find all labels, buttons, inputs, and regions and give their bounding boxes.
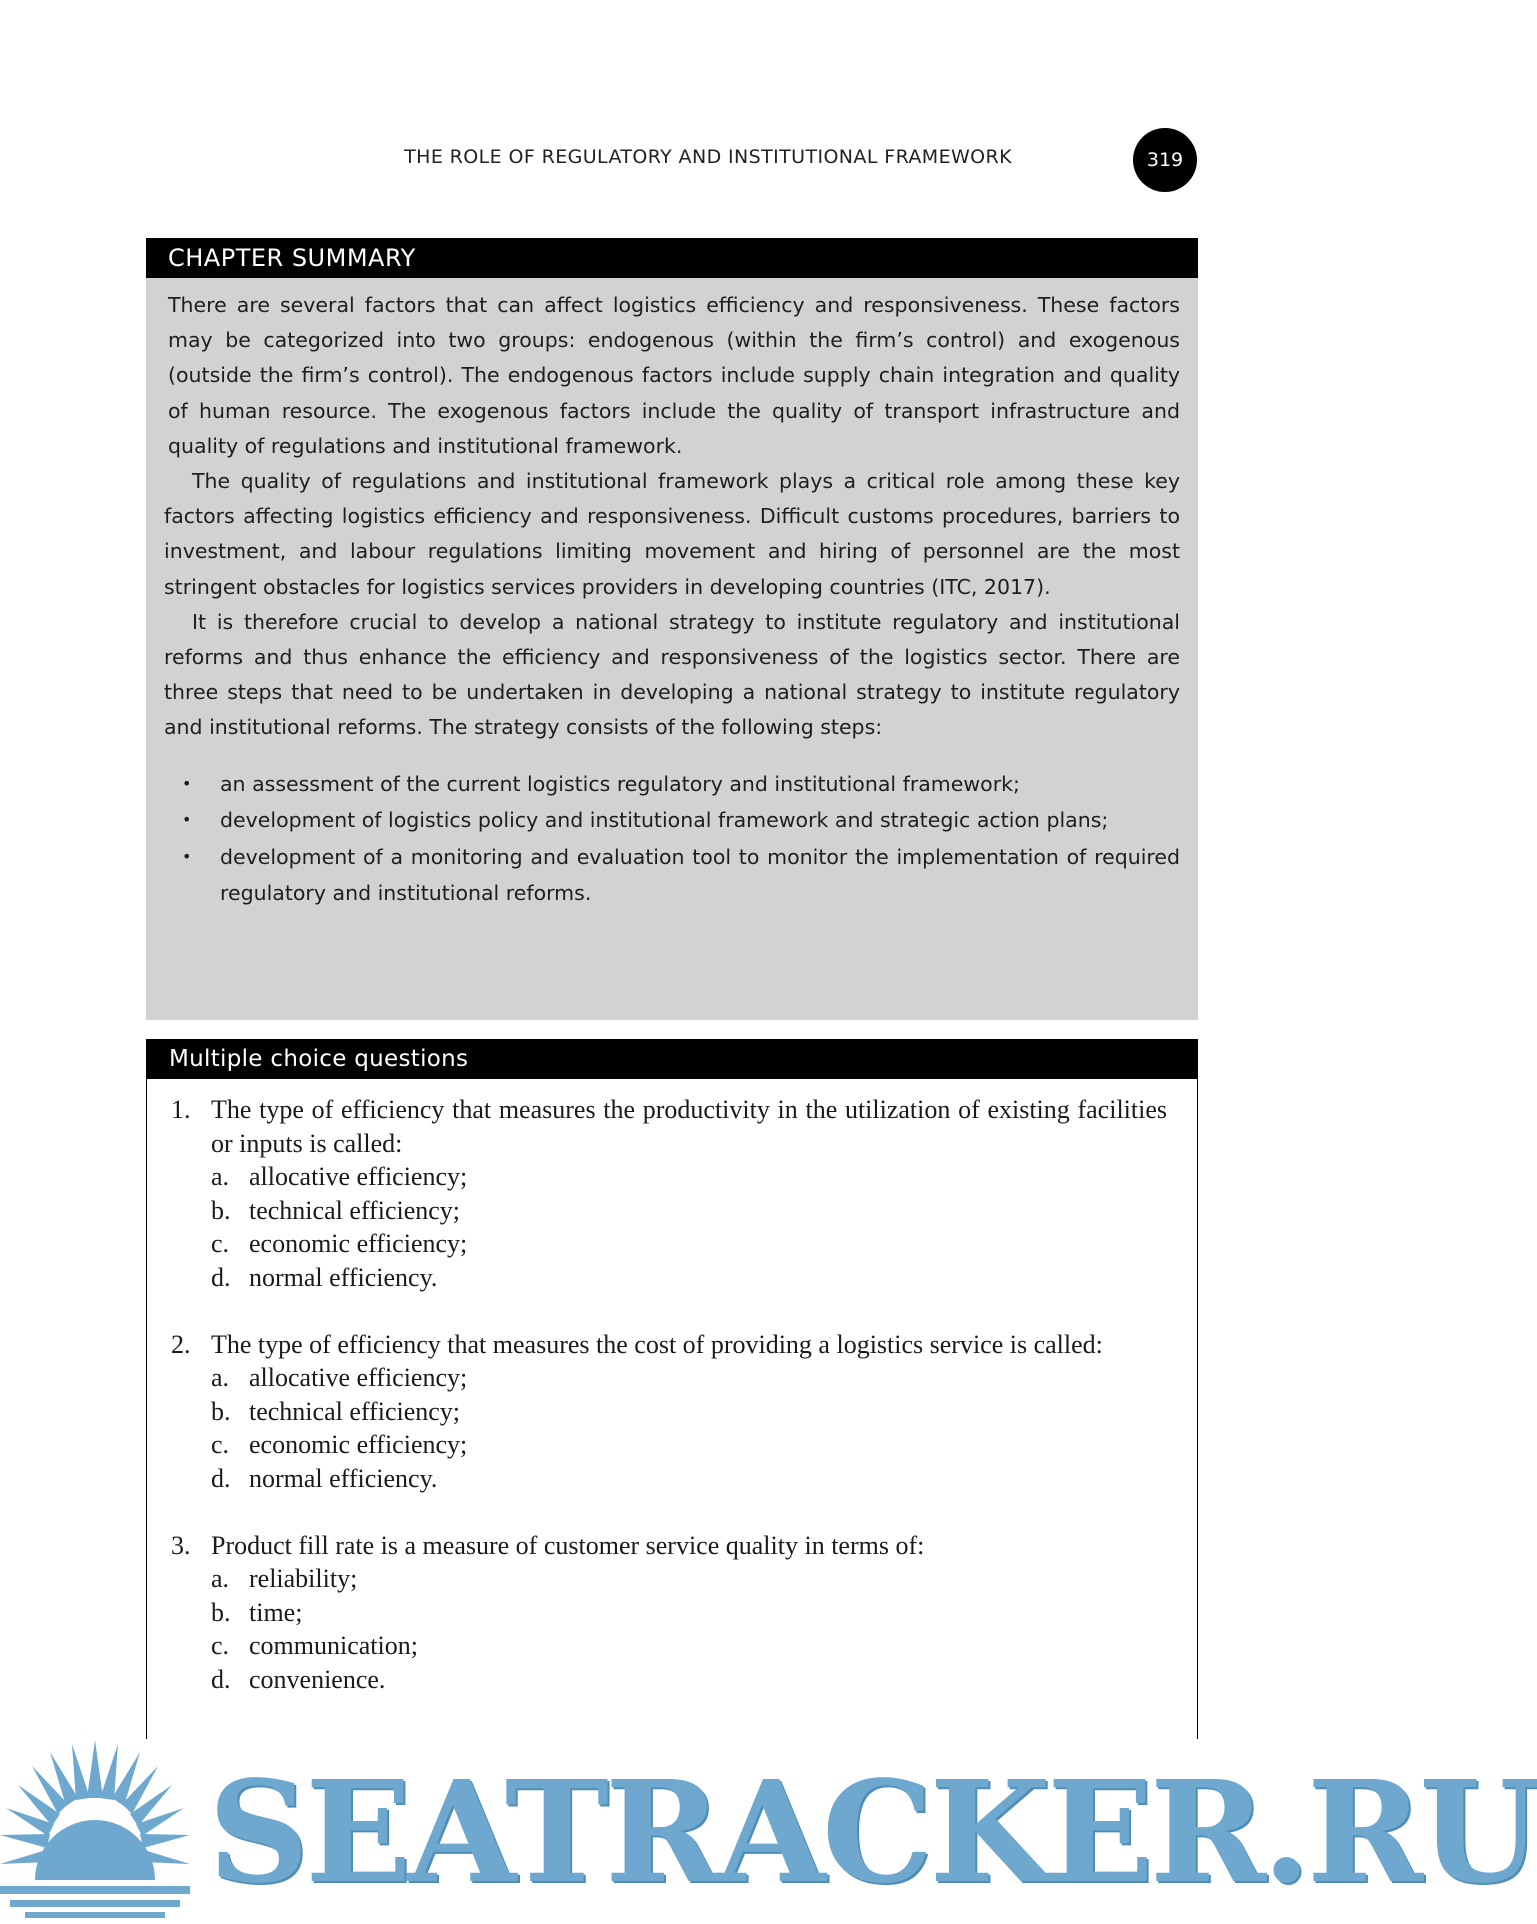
answer-options (211, 1160, 1167, 1294)
page-number-badge: 319 (1133, 128, 1197, 192)
chapter-summary-heading: CHAPTER SUMMARY (146, 238, 1198, 278)
running-title: THE ROLE OF REGULATORY AND INSTITUTIONAL FRAMEWORK (404, 146, 1012, 168)
answer-option (211, 1361, 1167, 1395)
answer-option (211, 1261, 1167, 1295)
option-text: technical efficiency; (249, 1396, 461, 1426)
option-letter: b. (211, 1195, 231, 1225)
answer-option (211, 1395, 1167, 1429)
option-text: normal efficiency. (249, 1262, 438, 1292)
option-text: allocative efficiency; (249, 1162, 468, 1192)
summary-paragraph: There are several factors that can affect logistics efficiency and responsiveness. These factors may be categorized into two groups: endogenous (within the firm’s control) and exogenous (outside the firm’s control). The endogenous factors include supply chain integration and quality of human resource. The exogenous factors include the quality of transport infrastructure and quality of regulations and institutional framework. (168, 293, 1180, 458)
answer-option (211, 1562, 1167, 1596)
option-letter: d. (211, 1262, 231, 1292)
option-letter: d. (211, 1463, 231, 1493)
option-letter: c. (211, 1631, 230, 1661)
summary-paragraph: It is therefore crucial to develop a national strategy to institute regulatory and institutional reforms and thus enhance the efficiency and responsiveness of the logistics sector. There are three steps that need to be undertaken in developing a national strategy to institute regulatory and institutional reforms. The strategy consists of the following steps: (164, 609, 1180, 740)
list-item (182, 766, 1180, 803)
mcq-box (146, 1039, 1198, 1739)
question-number: 2. (171, 1329, 191, 1359)
option-text: time; (249, 1597, 303, 1627)
question-item (171, 1529, 1167, 1697)
bullet-icon: • (182, 810, 192, 830)
option-text: economic efficiency; (249, 1430, 468, 1460)
option-letter: c. (211, 1229, 230, 1259)
option-text: economic efficiency; (249, 1229, 468, 1259)
list-item-text: development of a monitoring and evaluation tool to monitor the implementation of required regulatory and institutional reforms. (220, 844, 1180, 906)
answer-option (211, 1227, 1167, 1261)
watermark-text: SEATRACKER.RU (208, 1751, 1537, 1915)
option-letter: a. (211, 1564, 230, 1594)
option-text: convenience. (249, 1664, 386, 1694)
question-item (171, 1328, 1167, 1496)
option-letter: b. (211, 1396, 231, 1426)
bullet-icon: • (182, 773, 192, 793)
list-item-text: an assessment of the current logistics regulatory and institutional framework; (220, 771, 1020, 796)
answer-option (211, 1194, 1167, 1228)
answer-option (211, 1160, 1167, 1194)
answer-option (211, 1462, 1167, 1496)
answer-options (211, 1361, 1167, 1495)
answer-option (211, 1596, 1167, 1630)
option-text: normal efficiency. (249, 1463, 438, 1493)
question-list (147, 1079, 1197, 1697)
option-letter: b. (211, 1597, 231, 1627)
answer-options (211, 1562, 1167, 1696)
option-letter: c. (211, 1430, 230, 1460)
question-item (171, 1093, 1167, 1295)
option-text: allocative efficiency; (249, 1363, 468, 1393)
chapter-summary-body (146, 278, 1198, 912)
list-item (182, 802, 1180, 839)
bullet-icon: • (182, 846, 192, 866)
option-letter: a. (211, 1363, 230, 1393)
option-text: technical efficiency; (249, 1195, 461, 1225)
option-letter: d. (211, 1664, 231, 1694)
answer-option (211, 1629, 1167, 1663)
summary-paragraph: The quality of regulations and institutional framework plays a critical role among these key factors affecting logistics efficiency and responsiveness. Difficult customs procedures, barriers to investment, and labour regulations limiting movement and hiring of personnel are the most stringent obstacles for logistics services providers in developing countries (ITC, 2017). (164, 469, 1180, 599)
strategy-steps-list (164, 766, 1180, 912)
question-text: The type of efficiency that measures the cost of providing a logistics service is called: (211, 1329, 1103, 1359)
option-text: communication; (249, 1631, 418, 1661)
question-text: The type of efficiency that measures the productivity in the utilization of existing facilities or inputs is called: (211, 1095, 1167, 1158)
list-item (182, 839, 1180, 912)
chapter-summary-box (146, 238, 1198, 1020)
answer-option (211, 1428, 1167, 1462)
question-number: 1. (171, 1095, 191, 1124)
option-letter: a. (211, 1162, 230, 1192)
option-text: reliability; (249, 1564, 358, 1594)
list-item-text: development of logistics policy and institutional framework and strategic action plans; (220, 808, 1109, 833)
question-text: Product fill rate is a measure of customer service quality in terms of: (211, 1530, 925, 1560)
mcq-heading: Multiple choice questions (147, 1039, 1197, 1079)
question-number: 3. (171, 1530, 191, 1560)
answer-option (211, 1663, 1167, 1697)
